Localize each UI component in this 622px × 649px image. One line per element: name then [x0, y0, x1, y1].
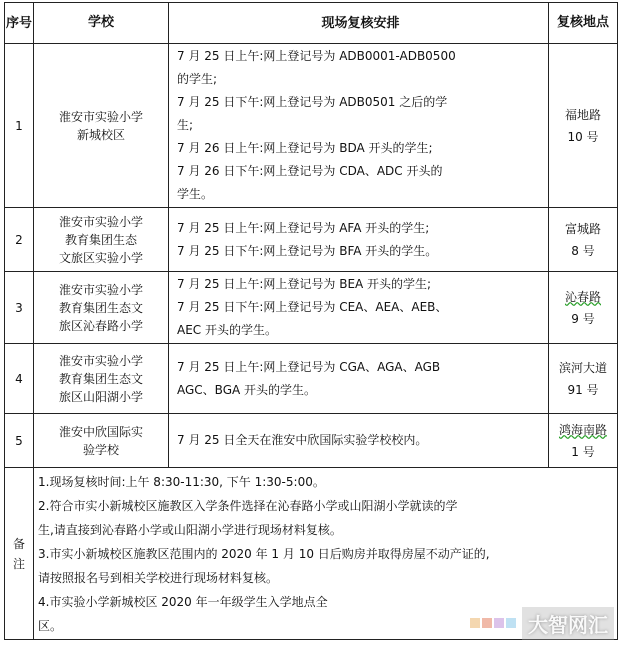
school-line: 旅区山阳湖小学	[58, 389, 143, 404]
school-line: 淮安市实验小学	[58, 109, 143, 124]
arrangement-line: 7 月 25 日下午:网上登记号为 CEA、AEA、AEB、	[177, 300, 448, 314]
school-line: 新城校区	[76, 127, 125, 142]
arrangement-cell	[169, 344, 549, 414]
school-name	[34, 414, 169, 468]
school-line: 文旅区实验小学	[58, 250, 143, 265]
table-row	[5, 272, 618, 344]
note-line: 生,请直接到沁春路小学或山阳湖小学进行现场材料复核。	[38, 522, 342, 537]
arrangement-line: 学生。	[177, 187, 214, 201]
note-line: 3.市实小新城校区施教区范围内的 2020 年 1 月 10 日后购房并取得房屋不动产证的,	[38, 546, 490, 561]
school-line: 淮安市实验小学	[58, 214, 143, 229]
school-line: 淮安市实验小学	[58, 353, 143, 368]
header-row	[5, 3, 618, 44]
note-line: 区。	[38, 618, 63, 633]
site-line: 鸿海南路	[558, 422, 607, 437]
arrangement-line: 7 月 25 日全天在淮安中欣国际实验学校校内。	[177, 433, 428, 447]
school-name	[34, 272, 169, 344]
site-cell	[549, 272, 618, 344]
arrangement-line: 7 月 25 日上午:网上登记号为 ADB0001-ADB0500	[177, 49, 456, 63]
arrangement-line: 的学生;	[177, 72, 218, 86]
arrangement-cell	[169, 208, 549, 272]
notes-label: 备注	[5, 468, 34, 640]
arrangement-line: 7 月 26 日上午:网上登记号为 BDA 开头的学生;	[177, 141, 433, 155]
site-cell	[549, 44, 618, 208]
arrangement-line: AGC、BGA 开头的学生。	[177, 382, 317, 397]
note-line: 2.符合市实小新城校区施教区入学条件选择在沁春路小学或山阳湖小学就读的学	[38, 498, 458, 513]
row-no: 4	[5, 344, 34, 414]
note-line: 4.市实验小学新城校区 2020 年一年级学生入学地点全	[38, 594, 328, 609]
arrangement-line: 7 月 25 日下午:网上登记号为 BFA 开头的学生。	[177, 243, 438, 258]
arrangement-line: 生;	[177, 118, 194, 132]
school-line: 教育集团生态文	[58, 300, 143, 315]
arrangement-line: 7 月 25 日下午:网上登记号为 ADB0501 之后的学	[177, 95, 448, 109]
arrangement-line: 7 月 25 日上午:网上登记号为 AFA 开头的学生;	[177, 220, 430, 235]
site-line: 91 号	[567, 382, 599, 397]
arrangement-line: 7 月 26 日下午:网上登记号为 CDA、ADC 开头的	[177, 164, 443, 178]
school-line: 淮安中欣国际实	[58, 424, 143, 439]
review-schedule-table	[4, 2, 618, 640]
header-site: 复核地点	[549, 3, 618, 44]
arrangement-cell	[169, 44, 549, 208]
school-line: 教育集团生态	[64, 232, 137, 247]
arrangement-line: 7 月 25 日上午:网上登记号为 CGA、AGA、AGB	[177, 359, 441, 374]
school-line: 淮安市实验小学	[58, 282, 143, 297]
row-no: 1	[5, 44, 34, 208]
watermark-pattern	[470, 618, 516, 628]
site-line: 1 号	[571, 444, 595, 459]
school-name	[34, 44, 169, 208]
row-no: 5	[5, 414, 34, 468]
school-line: 教育集团生态文	[58, 371, 143, 386]
table-row	[5, 344, 618, 414]
watermark	[438, 603, 614, 643]
note-line: 1.现场复核时间:上午 8:30-11:30, 下午 1:30-5:00。	[38, 474, 325, 489]
arrangement-line: 7 月 25 日上午:网上登记号为 BEA 开头的学生;	[177, 277, 432, 291]
school-name	[34, 344, 169, 414]
table-row	[5, 414, 618, 468]
site-line: 沁春路	[564, 289, 601, 304]
school-name	[34, 208, 169, 272]
site-line: 富城路	[564, 221, 601, 236]
note-line: 请按照报名号到相关学校进行现场材料复核。	[38, 570, 279, 585]
arrangement-cell	[169, 272, 549, 344]
school-line: 旅区沁春路小学	[58, 318, 143, 333]
site-line: 8 号	[571, 243, 595, 258]
arrangement-cell	[169, 414, 549, 468]
site-cell	[549, 414, 618, 468]
table-row	[5, 208, 618, 272]
school-line: 验学校	[82, 442, 119, 457]
table-row	[5, 44, 618, 208]
site-cell	[549, 208, 618, 272]
header-no: 序号	[5, 3, 34, 44]
row-no: 2	[5, 208, 34, 272]
row-no: 3	[5, 272, 34, 344]
arrangement-line: AEC 开头的学生。	[177, 323, 277, 337]
site-line: 10 号	[567, 129, 599, 144]
site-line: 滨河大道	[558, 360, 607, 375]
site-line: 福地路	[564, 107, 601, 122]
site-line: 9 号	[571, 311, 595, 326]
site-cell	[549, 344, 618, 414]
watermark-text: 大智网汇	[522, 607, 614, 640]
header-arrangement: 现场复核安排	[169, 3, 549, 44]
header-school: 学校	[34, 3, 169, 44]
